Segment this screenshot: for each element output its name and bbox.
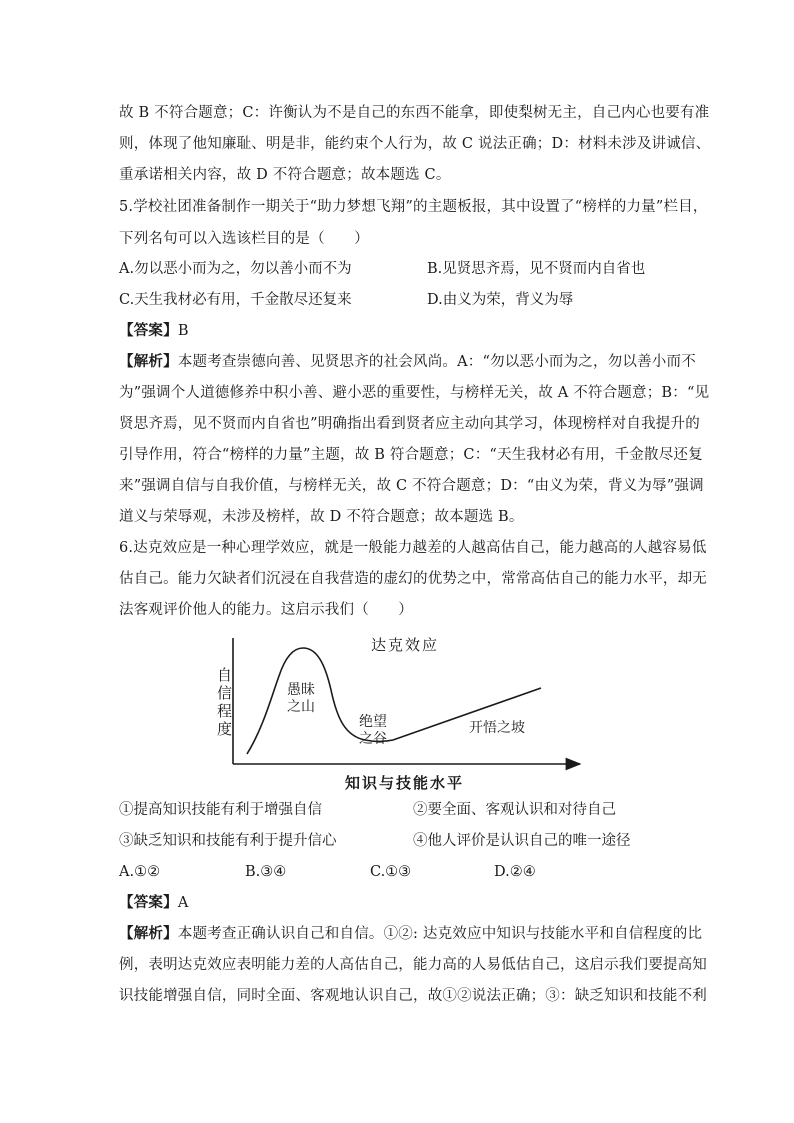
q4-tail-line-1: 故 B 不符合题意；C：许衡认为不是自己的东西不能拿，即使梨树无主，自己内心也要有准 (119, 105, 710, 121)
q5-analysis-line-6: 道义与荣辱观，未涉及榜样，故 D 不符合题意；故本题选 B。 (119, 509, 524, 525)
dunning-kruger-chart (217, 628, 595, 796)
q6-stem-line-2: 估自己。能力欠缺者们沉浸在自我营造的虚幻的优势之中，常常高估自己的能力水平，却无 (119, 571, 707, 587)
y-axis-label: 自信程度 (217, 666, 233, 738)
q6-statement-1: ①提高知识技能有利于增强自信 (119, 802, 322, 818)
q4-tail-line-3: 重承诺相关内容，故 D 不符合题意；故本题选 C。 (119, 167, 451, 183)
chart-title: 达克效应 (371, 636, 440, 654)
q5-analysis-line-2: 为”强调个人道德修养中积小善、避小恶的重要性，与榜样无关，故 A 不符合题意；B：“见 (119, 385, 710, 401)
q5-analysis-tag: 【解析】 (119, 353, 178, 370)
q6-answer-tag: 【答案】 (119, 894, 178, 911)
q5-answer-tag: 【答案】 (119, 322, 178, 339)
q4-tail-line-2: 则，体现了他知廉耻、明是非，能约束个人行为，故 C 说法正确；D：材料未涉及讲诚信、 (119, 136, 711, 152)
peak-annotation: 愚昧之山 (287, 682, 315, 715)
q6-choice-d: D.②④ (494, 864, 536, 880)
q5-option-d: D.由义为荣，背义为辱 (427, 292, 574, 308)
q5-analysis-line-1 (119, 351, 696, 373)
q5-stem-line-2: 下列名句可以入选该栏目的是（ ） (119, 231, 369, 247)
q5-stem-line-1: 5.学校社团准备制作一期关于“助力梦想飞翔”的主题板报，其中设置了“榜样的力量”栏目， (119, 199, 708, 215)
q6-choice-a: A.①② (119, 864, 161, 880)
q5-option-a: A.勿以恶小而为之，勿以善小而不为 (119, 261, 352, 277)
q6-statement-3: ③缺乏知识和技能有利于提升信心 (119, 833, 337, 849)
q6-analysis-line-3: 识技能增强自信，同时全面、客观地认识自己，故①②说法正确；③：缺乏知识和技能不利 (119, 988, 707, 1004)
q5-analysis-first: 本题考查崇德向善、见贤思齐的社会风尚。A：“勿以恶小而为之，勿以善小而不 (177, 354, 696, 370)
q6-stem-line-1: 6.达克效应是一种心理学效应，就是一般能力越差的人越高估自己，能力越高的人越容易低 (119, 540, 707, 556)
q6-analysis-line-1 (119, 923, 703, 945)
x-axis-label: 知识与技能水平 (345, 774, 465, 792)
q6-choice-b: B.③④ (245, 864, 287, 880)
valley-annotation: 绝望之谷 (359, 714, 387, 747)
q5-option-b: B.见贤思齐焉，见不贤而内自省也 (427, 261, 646, 277)
q5-option-c: C.天生我材必有用，千金散尽还复来 (119, 292, 352, 308)
q5-analysis-line-4: 引导作用，符合“榜样的力量”主题，故 B 符合题意；C：“天生我材必有用，千金散尽还复 (119, 447, 703, 463)
q5-answer (119, 320, 689, 342)
q6-analysis-tag: 【解析】 (119, 925, 178, 942)
q6-analysis-first: 本题考查正确认识自己和自信。①②: 达克效应中知识与技能水平和自信程度的比 (177, 926, 703, 942)
q6-statement-4: ④他人评价是认识自己的唯一途径 (413, 833, 631, 849)
q6-analysis-line-2: 例，表明达克效应表明能力差的人高估自己，能力高的人易低估自己，这启示我们要提高知 (119, 957, 707, 973)
q6-stem-line-3: 法客观评价他人的能力。这启示我们（ ） (119, 602, 413, 618)
q5-analysis-line-3: 贤思齐焉，见不贤而内自省也”明确指出看到贤者应主动向其学习，体现榜样对自我提升的 (119, 416, 700, 432)
slope-annotation: 开悟之坡 (469, 720, 525, 736)
q6-answer-value: A (177, 895, 189, 911)
q6-statement-2: ②要全面、客观认识和对待自己 (413, 802, 616, 818)
q5-analysis-line-5: 来”强调自信与自我价值，与榜样无关，故 C 不符合题意；D：“由义为荣，背义为辱”强调 (119, 478, 704, 494)
q6-answer (119, 892, 689, 914)
q5-answer-value: B (177, 323, 189, 339)
q6-choice-c: C.①③ (370, 864, 412, 880)
